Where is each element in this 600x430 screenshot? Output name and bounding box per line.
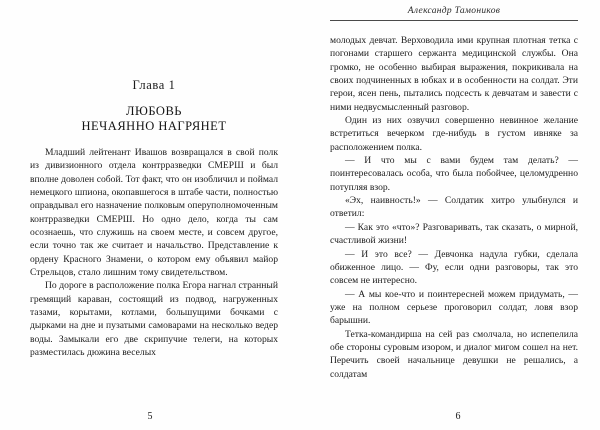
chapter-title <box>30 104 278 134</box>
chapter-heading <box>30 0 278 134</box>
chapter-title-line-2: НЕЧАЯННО НАГРЯНЕТ <box>81 119 227 133</box>
paragraph: — А мы кое-что и поинтересней можем придумать, — уже на полном серьезе проговорил солдат, ловя взор барышни. <box>330 288 578 327</box>
paragraph: — Как это «что»? Разговаривать, так сказать, о мирной, счастливой жизни! <box>330 221 578 247</box>
paragraph: молодых девчат. Верховодила ими крупная плотная тетка с погонами старшего сержанта медицинской службы. Она громко, не особенно выбирая выражения, покрикивала на своих подчиненных в юбках и в особенности на солдат. Эти герои, ясен пень, пытались подсесть к девчатам и завести с ними недвусмысленный разговор. <box>330 35 578 113</box>
paragraph: «Эх, наивность!» — Солдатик хитро улыбнулся и ответил: <box>330 195 578 220</box>
paragraph: По дороге в расположение полка Егора нагнал странный гремящий караван, состоящий из подвод, нагруженных тазами, корытами, котлами, большущими бочками с дырками на дне и пузатыми самоварами на несколько ведер воды. Замыкали его две скрипучие телеги, на которых разместилась дюжина веселых <box>30 280 278 359</box>
chapter-title-line-1: ЛЮБОВЬ <box>126 104 182 118</box>
page-number-right: 6 <box>455 411 461 422</box>
right-page <box>300 0 600 430</box>
paragraph: Тетка-командирша на сей раз смолчала, но испепелила обе стороны суровым изором, и диалог мигом сошел на нет. Перечить своей начальнице девушки не решались, а солдатам <box>330 328 578 380</box>
left-page-body <box>30 134 278 360</box>
paragraph: — И это все? — Девчонка надула губки, сделала обиженное лицо. — Фу, если одни разговоры, так это совсем не интересно. <box>330 248 578 287</box>
chapter-number: Глава 1 <box>132 78 176 92</box>
paragraph: Один из них озвучил совершенно невинное желание встретиться вечерком где-нибудь в густом ивняке за расположением полка. <box>330 115 578 153</box>
paragraph: Младший лейтенант Ивашов возвращался в свой полк из дивизионного отдела контрразведки СМЕРШ и был вполне доволен собой. Тот факт, что он изобличил и поймал немецкого шпиона, окопавшегося в штабе части, полностью оправдывал его назначение полковым оперуполномоченным контрразведки СМЕРШ. Но одно дело, когда ты сам осознаешь, что служишь на своем месте, и совсем другое, если точно так же считает и начальство. Представление к ордену Красного Знамени, о котором ему объявил майор Стрельцов, стало лишним тому свидетельством. <box>30 147 278 279</box>
page-number-left: 5 <box>147 411 153 422</box>
running-head: Александр Тамоников <box>407 6 501 16</box>
right-page-body <box>330 21 578 381</box>
paragraph: — И что мы с вами будем там делать? — поинтересовалась особа, что была побойчее, целомудренно потупляя взор. <box>330 155 578 193</box>
